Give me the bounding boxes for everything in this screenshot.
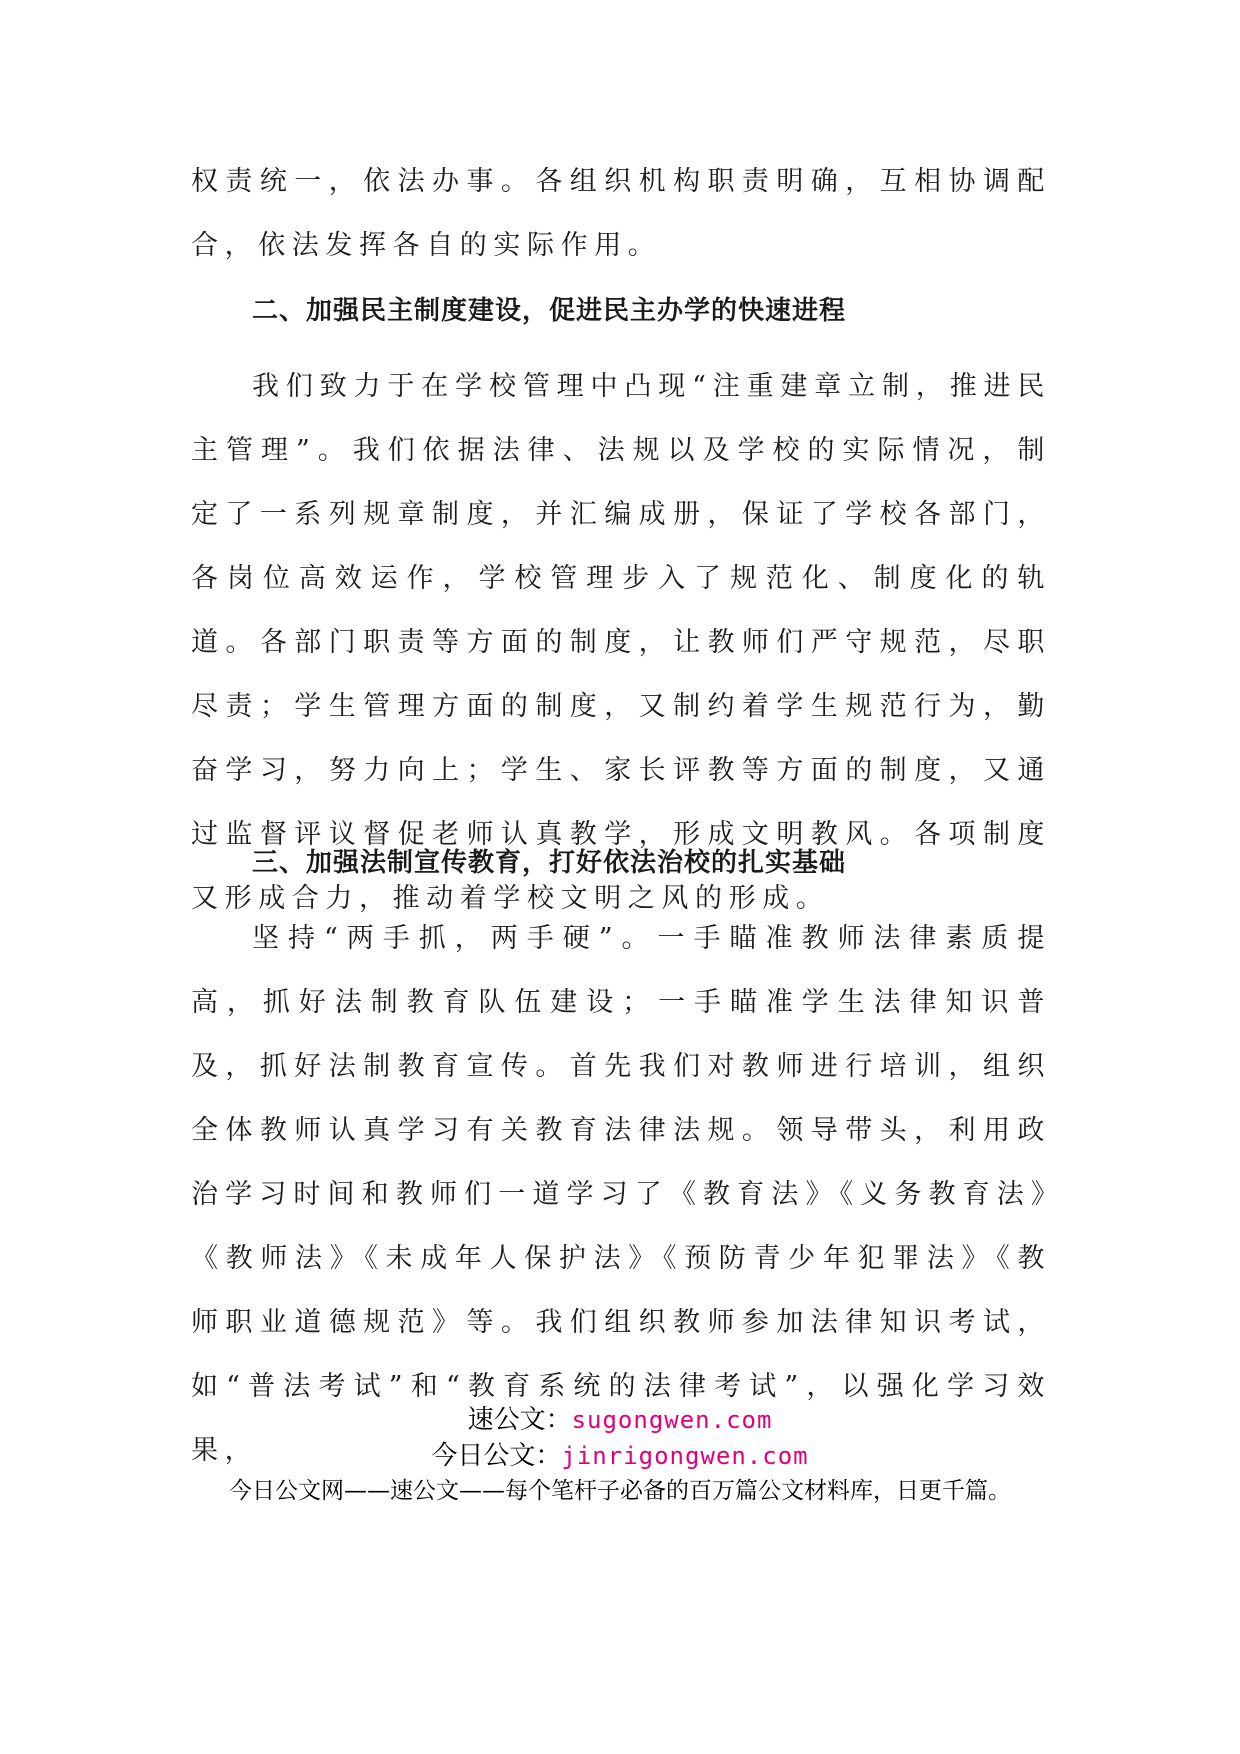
footer-tagline: 今日公文网——速公文——每个笔杆子必备的百万篇公文材料库，日更千篇。	[229, 1478, 1011, 1504]
footer-line-sugongwen	[0, 1402, 1240, 1438]
footer-label-jinrigongwen: 今日公文：	[431, 1441, 562, 1471]
footer-link-jinrigongwen[interactable]: jinrigongwen.com	[561, 1442, 809, 1470]
footer-link-sugongwen[interactable]: sugongwen.com	[571, 1406, 773, 1434]
section-heading-2: 二、加强民主制度建设，促进民主办学的快速进程	[252, 296, 847, 326]
paragraph-section-2: 我们致力于在学校管理中凸现“注重建章立制，推进民主管理”。我们依据法律、法规以及学校的实际情况，制定了一系列规章制度，并汇编成册，保证了学校各部门，各岗位高效运作，学校管理步入了规范化、制度化的轨道。各部门职责等方面的制度，让教师们严守规范，尽职尽责；学生管理方面的制度，又制约着学生规范行为，勤奋学习，努力向上；学生、家长评教等方面的制度，又通过监督评议督促老师认真教学，形成文明教风。各项制度又形成合力，推动着学校文明之风的形成。	[191, 371, 1051, 914]
paragraph-section-3: 坚持“两手抓，两手硬”。一手瞄准教师法律素质提高，抓好法制教育队伍建设；一手瞄准学生法律知识普及，抓好法制教育宣传。首先我们对教师进行培训，组织全体教师认真学习有关教育法律法规。领导带头，利用政治学习时间和教师们一道学习了《教育法》《义务教育法》《教师法》《未成年人保护法》《预防青少年犯罪法》《教师职业道德规范》等。我们组织教师参加法律知识考试，如“普法考试”和“教育系统的法律考试”，以强化学习效果，	[191, 923, 1051, 1466]
paragraph-intro: 权责统一，依法办事。各组织机构职责明确，互相协调配合，依法发挥各自的实际作用。	[191, 166, 1051, 261]
footer-label-sugongwen: 速公文：	[467, 1405, 572, 1435]
footer-watermark	[0, 1402, 1240, 1508]
section-heading-3: 三、加强法制宣传教育，打好依法治校的扎实基础	[252, 848, 847, 878]
footer-line-jinrigongwen	[0, 1438, 1240, 1474]
